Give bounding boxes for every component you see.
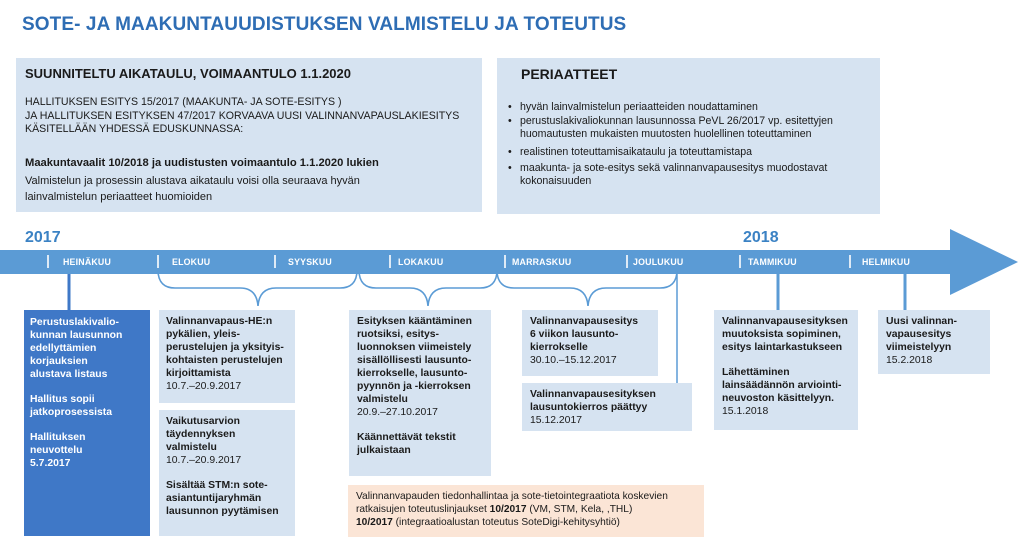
bullet-icon: • [508,101,512,113]
schedule-key-date: Maakuntavaalit 10/2018 ja uudistusten voimaantulo 1.1.2020 lukien [25,157,379,169]
month-label: JOULUKUU [633,257,684,267]
bullet-icon: • [508,146,512,158]
month-label: TAMMIKUU [748,257,797,267]
bracket-lokakuu [359,270,497,306]
data-integration-box: Valinnanvapauden tiedonhallintaa ja sote-tietointegraatiota koskevien ratkaisujen toteutuslinjaukset 10/2017 (VM, STM, Kela, ,THL) 10/2017 (integraatioalustan toteutus SoteDigi-kehitysyhtiö) [348,485,704,537]
milestone-box-law-review: Valinnanvapausesityksen muutoksista sopiminen, esitys laintarkastukseen Lähettäminen lainsäädännön arviointi- neuvoston käsittelyyn. 15.1.2018 [714,310,858,430]
schedule-text-line: JA HALLITUKSEN ESITYKSEN 47/2017 KORVAAVA UUSI VALINNANVAPAUSLAKIESITYS [25,110,460,122]
milestone-box-he-writing: Valinnanvapaus-HE:n pykälien, yleis- perustelujen ja yksityis- kohtaisten perustelujen kirjoittamista 10.7.–20.9.2017 [159,310,295,403]
milestone-box-consultation-end: Valinnanvapausesityksen lausuntokierros päättyy 15.12.2017 [522,383,692,431]
principle-item: • realistinen toteuttamisaikataulu ja toteuttamistapa [508,146,753,158]
milestone-box-impact-assessment: Vaikutusarvion täydennyksen valmistelu 10.7.–20.9.2017 Sisältää STM:n sote- asiantuntijaryhmän lausunnon pyytämisen [159,410,295,536]
schedule-text-line: KÄSITELLÄÄN YHDESSÄ EDUSKUNNASSA: [25,123,244,135]
principle-item: • maakunta- ja sote-esitys sekä valinnanvapausesitys muodostavat kokonaisuuden [508,162,828,187]
principles-heading: PERIAATTEET [521,66,618,82]
month-label: HEINÄKUU [63,257,112,267]
month-label: LOKAKUU [398,257,444,267]
year-label-end: 2018 [743,229,779,246]
page-title: SOTE- JA MAAKUNTAUUDISTUKSEN VALMISTELU JA TOTEUTUS [22,14,627,35]
schedule-text-line: lainvalmistelun periaatteet huomioiden [25,191,213,203]
month-label: HELMIKUU [862,257,911,267]
bullet-icon: • [508,115,512,127]
schedule-text-line: HALLITUKSEN ESITYS 15/2017 (MAAKUNTA- JA SOTE-ESITYS ) [25,96,342,108]
principle-item: • hyvän lainvalmistelun periaatteiden noudattaminen [508,101,758,113]
bracket-marraskuu-joulukuu [497,270,677,306]
schedule-heading: SUUNNITELTU AIKATAULU, VOIMAANTULO 1.1.2020 [25,66,351,81]
principle-item: • perustuslakivaliokunnan lausunnossa PeVL 26/2017 vp. esitettyjen huomautusten mukaisten muutosten huolellinen toteuttaminen [508,115,833,140]
year-label-start: 2017 [25,229,61,246]
bracket-elokuu-syyskuu [158,270,357,306]
month-label: SYYSKUU [288,257,332,267]
bullet-icon: • [508,162,512,174]
month-label: MARRASKUU [512,257,572,267]
month-label: ELOKUU [172,257,211,267]
milestone-box-heinakuu: Perustuslakivalio- kunnan lausunnon edellyttämien korjauksien alustava listaus Hallitus sopii jatkoprosessista Hallituksen neuvottelu 5.7.2017 [24,310,150,536]
schedule-text-line: Valmistelun ja prosessin alustava aikataulu voisi olla seuraava hyvän [25,175,360,187]
milestone-box-consultation-start: Valinnanvapausesitys 6 viikon lausunto- kierrokselle 30.10.–15.12.2017 [522,310,658,376]
milestone-box-finalization: Uusi valinnan- vapausesitys viimeistelyyn 15.2.2018 [878,310,990,374]
milestone-box-translation: Esityksen kääntäminen ruotsiksi, esitys- luonnoksen viimeistely sisällöllisesti lausunto- kierrokselle, lausunto- pyynnön ja -kierroksen valmistelu 20.9.–27.10.2017 Käännettävät tekstit julkaistaan [349,310,491,476]
